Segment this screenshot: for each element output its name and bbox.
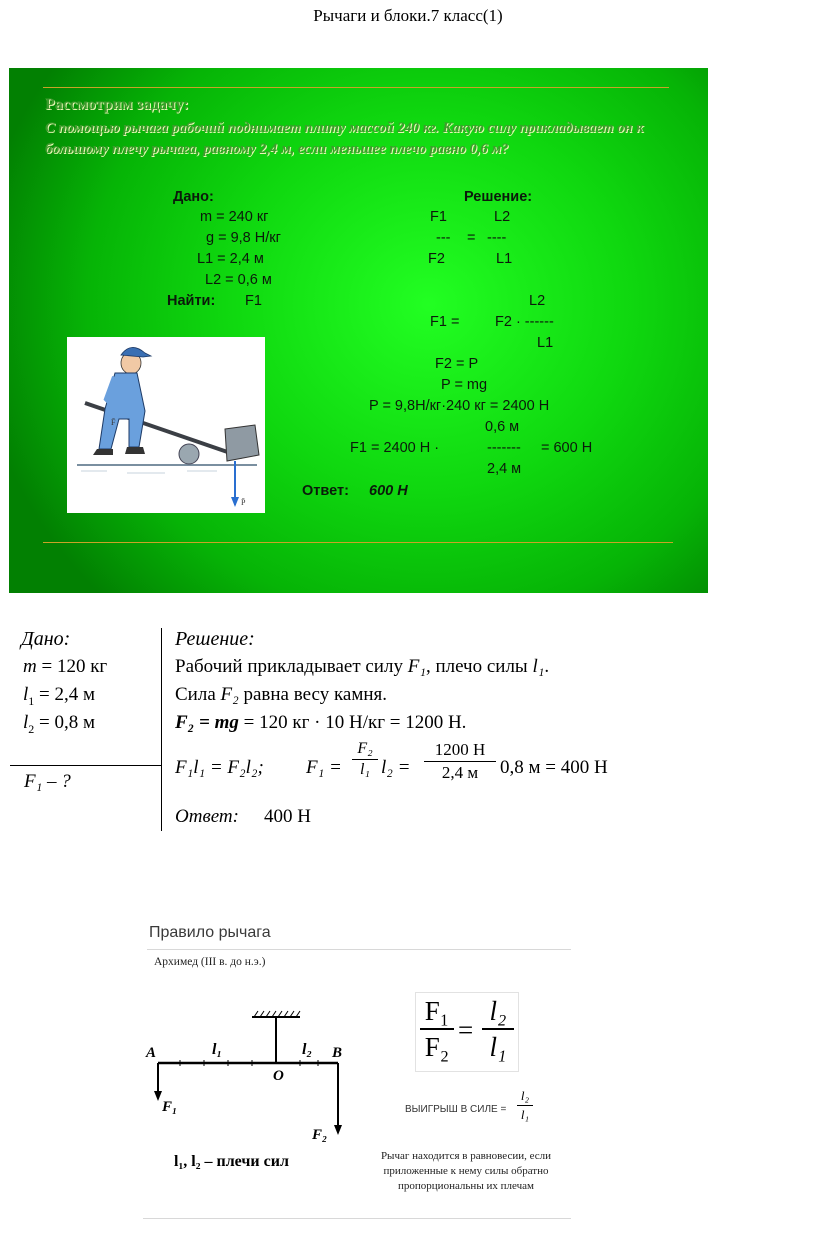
lever-rule-subtitle: Архимед (III в. до н.э.) [154, 956, 266, 968]
given-g: g = 9,8 Н/кг [206, 230, 281, 246]
given-separator-line [10, 765, 161, 766]
point-a-label: A [146, 1045, 157, 1061]
line1-b: F₁ [407, 656, 426, 677]
eq-num: F₂ [357, 740, 373, 757]
gain-fraction-bar [517, 1105, 533, 1106]
arm2-label: l₂ [302, 1041, 313, 1058]
ratio-l1: L1 [496, 251, 513, 267]
line2-c: равна весу камня. [238, 684, 387, 705]
given-l1-rest: = 2,4 м [34, 684, 96, 705]
lever-diagram [140, 1005, 370, 1175]
force-p-label: P̄ [241, 498, 246, 507]
formula-f2: F₂ [424, 1032, 450, 1062]
line3-b: = 120 кг · 10 Н/кг = 1200 Н. [238, 712, 467, 733]
eq-tail: 0,8 м = 400 Н [500, 757, 608, 778]
final-bottom: 2,4 м [487, 461, 522, 477]
answer-label: Ответ: [302, 483, 349, 499]
find-value: F1 [245, 293, 262, 309]
eq-den2: 2,4 м [441, 763, 479, 782]
given-mass: m = 240 кг [200, 209, 269, 225]
given-l2-rest: = 0,8 м [34, 712, 96, 733]
formula-l2: l₂ [489, 996, 507, 1026]
force-p-arrowhead [231, 497, 239, 507]
point-o-label: O [273, 1068, 284, 1084]
ratio-equals: = [467, 230, 476, 246]
pivot-roller [179, 444, 199, 464]
point-b-label: B [332, 1045, 343, 1061]
force2-arrowhead [334, 1125, 342, 1135]
given-solution-divider [161, 628, 162, 831]
force1-label: F₁ [162, 1099, 178, 1115]
force2-label: F₂ [312, 1127, 328, 1143]
gain-label: ВЫИГРЫШ В СИЛЕ = [405, 1104, 507, 1115]
given-label: Дано: [173, 189, 214, 205]
problem2-given-label: Дано: [21, 628, 71, 650]
final-rhs: = 600 Н [541, 440, 593, 456]
line-p-mg: P = mg [441, 377, 488, 393]
page-title: Рычаги и блоки.7 класс(1) [313, 6, 503, 25]
formula-fraction-l-bar [482, 1028, 514, 1030]
problem2-line3 [175, 712, 466, 734]
slide-heading: Рассмотрим задачу: [45, 96, 189, 113]
eq-fraction-2 [424, 740, 496, 783]
line2-a: Сила [175, 684, 221, 705]
find-label: Найти: [167, 293, 216, 309]
eq-den: l₁ [359, 761, 370, 778]
line-f2-p: F2 = P [435, 356, 479, 372]
problem2-given-l2 [23, 712, 95, 737]
worker-overalls [99, 373, 145, 449]
problem2-line2 [175, 684, 387, 706]
slide-problem-text: С помощью рычага рабочий поднимает плиту массой 240 кг. Какую силу прикладывает он к большому плечу рычага, равному 2,4 м, если меньшее плечо равно 0,6 м? [45, 120, 644, 157]
given-mass-var: m [23, 656, 37, 677]
ratio-l2: L2 [494, 209, 511, 225]
worker-lever-illustration [67, 337, 265, 513]
eq-f1: F₁ = [306, 757, 342, 778]
given-l2-sub: 2 [28, 721, 35, 736]
problem2-find: F₁ – ? [24, 771, 71, 792]
given-l1-var: l [23, 684, 29, 705]
given-l1: L1 = 2,4 м [197, 251, 264, 267]
lever-formula-box [415, 992, 519, 1072]
given-l2-var: l [23, 712, 29, 733]
line1-a: Рабочий прикладывает силу [175, 656, 408, 677]
formula-l1: l₁ [489, 1032, 507, 1062]
arms-caption: l₁, l₂ – плечи сил [174, 1153, 289, 1170]
ratio-f2: F2 [428, 251, 445, 267]
formula-fraction-l [482, 995, 514, 1063]
formula-f1: F₁ [424, 996, 450, 1026]
formula2-lhs: F1 = [430, 314, 460, 330]
formula2-top: L2 [529, 293, 546, 309]
given-l1-sub: 1 [28, 693, 35, 708]
force-f-label: F̄ [111, 418, 116, 427]
line3-a: F₂ = mg [175, 712, 239, 733]
lever-rule-title: Правило рычага [149, 924, 271, 941]
eq-num2: 1200 Н [434, 740, 486, 759]
ratio-dash-left: --- [436, 230, 451, 246]
solution-label: Решение: [464, 189, 533, 205]
problem2-given-l1 [23, 684, 95, 709]
formula2-bottom: L1 [537, 335, 554, 351]
ratio-dash-right: ---- [487, 230, 507, 246]
worker-cap [121, 347, 151, 357]
line1-e: . [544, 656, 550, 677]
ground-hatching [81, 471, 217, 473]
worker-lever-picture [67, 337, 265, 513]
line-p-calc: P = 9,8Н/кг·240 кг = 2400 Н [369, 398, 550, 414]
lever-rule-caption: Рычаг находится в равновесии, если приложенные к нему силы обратно пропорциональны их плечам [380, 1150, 552, 1192]
slide-bottom-rule [43, 542, 673, 543]
lever-rule-title-separator [147, 949, 571, 950]
formula-fraction-f [420, 995, 454, 1063]
force1-arrowhead [154, 1091, 162, 1101]
given-mass-rest: = 120 кг [36, 656, 108, 677]
gain-num: l₂ [520, 1088, 530, 1103]
formula2-rhs: F2 · ------ [495, 314, 554, 330]
eq-fraction-1 [352, 740, 378, 779]
line1-d: l₁ [532, 656, 545, 677]
problem2-answer-value: 400 Н [264, 806, 311, 827]
eq-l2: l₂ = [381, 757, 411, 778]
ratio-f1: F1 [430, 209, 447, 225]
bottom-separator [143, 1218, 571, 1219]
arm1-label: l₁ [212, 1041, 223, 1058]
eq-fraction-2-bar [424, 761, 496, 762]
line2-b: F₂ [220, 684, 239, 705]
problem2-solution-label: Решение: [175, 628, 255, 650]
final-top: 0,6 м [485, 419, 520, 435]
line1-c: , плечо силы [425, 656, 533, 677]
slide-top-rule [43, 87, 669, 88]
problem2-answer-label: Ответ: [175, 806, 239, 827]
slab-block [225, 425, 259, 461]
final-dashes: ------- [487, 440, 521, 456]
answer-value: 600 Н [369, 483, 408, 499]
problem2-line1 [175, 656, 549, 678]
gain-den: l₁ [520, 1107, 530, 1122]
eq-lhs: F₁l₁ = F₂l₂; [175, 757, 264, 778]
final-lhs: F1 = 2400 Н · [350, 440, 440, 456]
gain-fraction [517, 1088, 533, 1123]
slide-lever-problem [9, 68, 708, 593]
formula-fraction-f-bar [420, 1028, 454, 1030]
eq-fraction-1-bar [352, 759, 378, 760]
formula-equals: = [458, 1015, 474, 1045]
problem2-given-mass [23, 656, 107, 678]
given-l2: L2 = 0,6 м [205, 272, 272, 288]
